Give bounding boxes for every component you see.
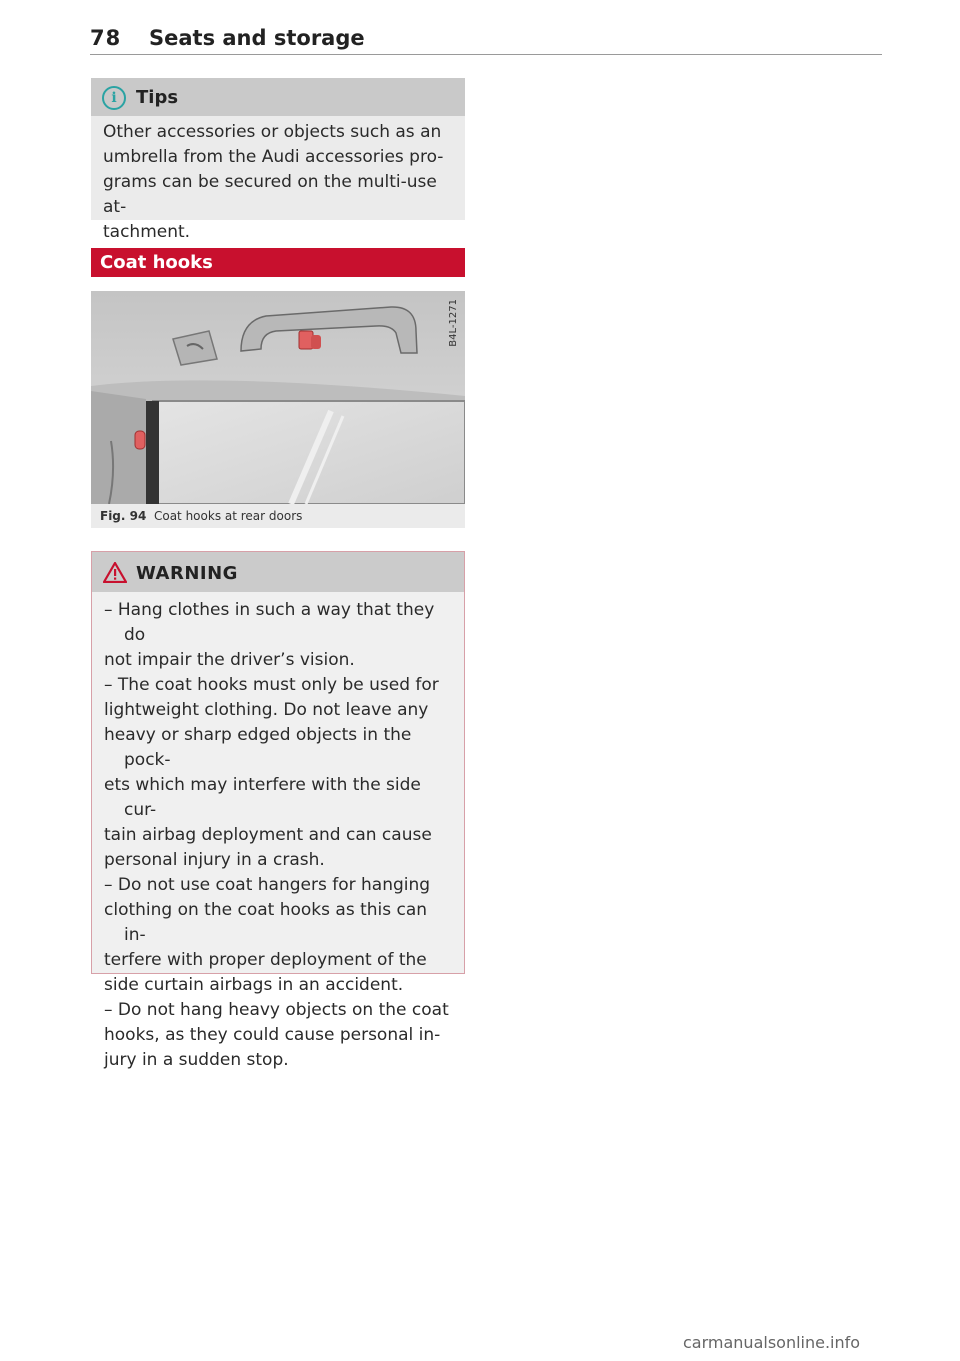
page-header	[90, 24, 882, 55]
warning-line: – The coat hooks must only be used for	[104, 675, 439, 695]
warning-line: ets which may interfere with the side cur-	[104, 775, 421, 820]
figure-code: B4L-1271	[448, 299, 459, 347]
warning-line: heavy or sharp edged objects in the pock-	[104, 725, 412, 770]
tips-line: tachment.	[103, 222, 191, 242]
chapter-title: Seats and storage	[149, 26, 365, 50]
section-header	[91, 248, 465, 277]
warning-triangle-icon	[103, 562, 127, 583]
warning-line: clothing on the coat hooks as this can in-	[104, 900, 428, 945]
warning-line: tain airbag deployment and can cause	[104, 825, 432, 845]
warning-box	[91, 551, 465, 1070]
warning-list	[92, 592, 464, 1073]
info-icon: i	[102, 86, 126, 110]
page-number: 78	[90, 26, 122, 50]
warning-line: – Do not hang heavy objects on the coat	[104, 1000, 449, 1020]
warning-line: lightweight clothing. Do not leave any	[104, 700, 429, 720]
caption-label: Fig. 94	[100, 509, 147, 523]
warning-line: personal injury in a crash.	[104, 850, 325, 870]
warning-line: – Hang clothes in such a way that they do	[104, 600, 435, 645]
section-title: Coat hooks	[100, 252, 213, 273]
warning-title: WARNING	[136, 563, 238, 584]
tips-line: Other accessories or objects such as an	[103, 122, 442, 142]
tips-line: grams can be secured on the multi-use at-	[103, 172, 437, 217]
tips-body	[91, 116, 465, 245]
warning-item	[104, 673, 454, 873]
coat-hooks-figure	[91, 291, 465, 504]
tips-header	[91, 78, 465, 116]
warning-item	[104, 998, 454, 1073]
caption-text: Coat hooks at rear doors	[153, 509, 303, 523]
footer-watermark[interactable]: carmanualsonline.info	[683, 1333, 861, 1352]
warning-item	[104, 873, 454, 998]
warning-line: side curtain airbags in an accident.	[104, 975, 404, 995]
coat-hooks-illustration	[91, 291, 465, 504]
tips-line: umbrella from the Audi accessories pro-	[103, 147, 444, 167]
figure-caption	[100, 509, 302, 523]
warning-line: not impair the driver’s vision.	[104, 650, 355, 670]
warning-header	[92, 552, 464, 592]
tips-box	[91, 78, 465, 242]
figure-caption-box	[91, 504, 465, 528]
warning-line: – Do not use coat hangers for hanging	[104, 875, 431, 895]
warning-line: terfere with proper deployment of the	[104, 950, 427, 970]
tips-title: Tips	[136, 87, 179, 108]
warning-line: jury in a sudden stop.	[104, 1050, 289, 1070]
warning-item	[104, 598, 454, 673]
warning-line: hooks, as they could cause personal in-	[104, 1025, 441, 1045]
